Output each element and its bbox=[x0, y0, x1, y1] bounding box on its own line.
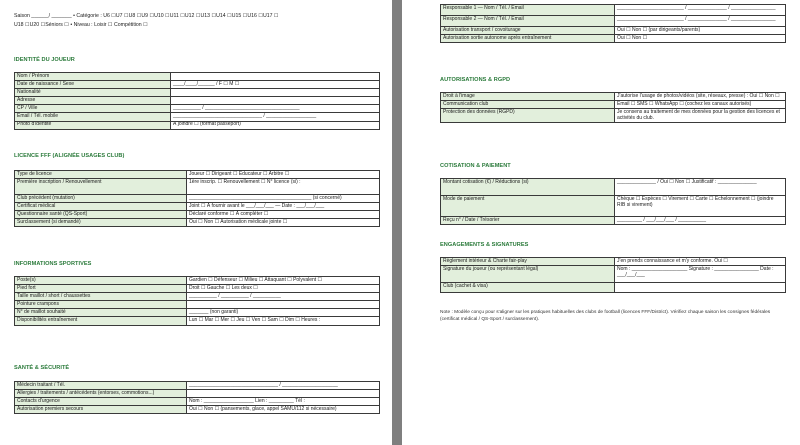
field-label: Médecin traitant / Tél. bbox=[15, 382, 187, 390]
payment-table bbox=[440, 178, 786, 225]
field-label: Poste(s) bbox=[15, 277, 187, 285]
field-label: Protection des données (RGPD) bbox=[441, 109, 615, 123]
field-label: Surclassement (si demandé) bbox=[15, 219, 187, 227]
table-row bbox=[441, 217, 786, 225]
field-value[interactable]: ____________________________________________ (si concerné) bbox=[187, 195, 380, 203]
table-row bbox=[441, 16, 786, 27]
table-row bbox=[15, 285, 380, 293]
table-row bbox=[15, 293, 380, 301]
field-label: Reçu n° / Date / Trésorier bbox=[441, 217, 615, 225]
table-row bbox=[15, 179, 380, 195]
field-label: Autorisation sortie autonome après entraînement bbox=[441, 35, 615, 43]
table-row bbox=[441, 35, 786, 43]
table-row bbox=[15, 97, 380, 105]
table-row bbox=[441, 101, 786, 109]
field-value[interactable]: À joindre ☐ (format passeport) bbox=[171, 121, 380, 129]
field-label: Disponibilités entraînement bbox=[15, 317, 187, 325]
field-label: Adresse bbox=[15, 97, 171, 105]
field-value[interactable] bbox=[171, 89, 380, 97]
field-label: Date de naissance / Sexe bbox=[15, 81, 171, 89]
field-label: Email / Tél. mobile bbox=[15, 113, 171, 121]
section-title-licence: LICENCE FFF (ALIGNÉE USAGES CLUB) bbox=[14, 153, 125, 159]
table-row bbox=[15, 121, 380, 129]
section-title-identite: IDENTITÉ DU JOUEUR bbox=[14, 57, 75, 63]
licence-table bbox=[14, 170, 380, 227]
table-row bbox=[15, 309, 380, 317]
field-label: Questionnaire santé (QS-Sport) bbox=[15, 211, 187, 219]
field-label: Pointure crampons bbox=[15, 301, 187, 309]
field-label: Responsable 2 — Nom / Tél. / Email bbox=[441, 16, 615, 27]
field-value[interactable]: Oui ☐ Non ☐ (pansements, glace, appel SAMU/112 si nécessaire) bbox=[187, 406, 380, 414]
field-label: Autorisation transport / covoiturage bbox=[441, 27, 615, 35]
table-row bbox=[15, 89, 380, 97]
field-value[interactable]: Chèque ☐ Espèces ☐ Virement ☐ Carte ☐ Échelonnement ☐ (joindre RIB si virement) bbox=[615, 196, 786, 217]
field-value[interactable]: Je consens au traitement de mes données pour la gestion des licences et activités du club. bbox=[615, 109, 786, 123]
section-title-sante: SANTÉ & SÉCURITÉ bbox=[14, 365, 70, 371]
table-row bbox=[441, 179, 786, 196]
table-row bbox=[441, 266, 786, 283]
field-label: Montant cotisation (€) / Réductions (si) bbox=[441, 179, 615, 196]
field-value[interactable] bbox=[187, 301, 380, 309]
field-label: Communication club bbox=[441, 101, 615, 109]
table-row bbox=[441, 109, 786, 123]
field-label: Règlement intérieur & Charte fair-play bbox=[441, 258, 615, 266]
field-value[interactable]: Email ☐ SMS ☐ WhatsApp ☐ (cochez les canaux autorisés) bbox=[615, 101, 786, 109]
field-label: Club (cachet & visa) bbox=[441, 283, 615, 293]
table-row bbox=[15, 171, 380, 179]
field-value[interactable]: Lun ☐ Mar ☐ Mer ☐ Jeu ☐ Ven ☐ Sam ☐ Dim ☐ Heures : bbox=[187, 317, 380, 325]
field-label: Signature du joueur (ou représentant légal) bbox=[441, 266, 615, 283]
identity-table bbox=[14, 72, 380, 130]
field-value[interactable]: ________________________ / ______________ / ________________ bbox=[615, 5, 786, 16]
field-label: Mode de paiement bbox=[441, 196, 615, 217]
section-title-sportives: INFORMATIONS SPORTIVES bbox=[14, 261, 92, 267]
field-value[interactable]: Droit ☐ Gauche ☐ Les deux ☐ bbox=[187, 285, 380, 293]
field-value[interactable]: ________________________________ / __________________ bbox=[171, 113, 380, 121]
table-row bbox=[15, 73, 380, 81]
table-row bbox=[441, 196, 786, 217]
field-value[interactable]: _______ (non garanti) bbox=[187, 309, 380, 317]
sports-info-table bbox=[14, 276, 380, 326]
table-row bbox=[15, 317, 380, 325]
field-value[interactable]: J'en prends connaissance et m'y conforme. Oui ☐ bbox=[615, 258, 786, 266]
field-value[interactable]: ________________________ / ______________ / ________________ bbox=[615, 16, 786, 27]
field-label: Certificat médical bbox=[15, 203, 187, 211]
field-value[interactable]: Nom : ____________________ Signature : ________________ Date : ___/___/___ bbox=[615, 266, 786, 283]
field-label: Contacts d'urgence bbox=[15, 398, 187, 406]
authorizations-table bbox=[440, 92, 786, 123]
season-category-line: Saison ______/ _______ • Catégorie : U6 ☐U7 ☐U8 ☐U9 ☐U10 ☐U11 ☐U12 ☐U13 ☐U14 ☐U15 ☐U16 ☐U17 ☐ bbox=[14, 13, 279, 19]
field-value[interactable] bbox=[187, 390, 380, 398]
table-row bbox=[441, 258, 786, 266]
field-value[interactable]: ________________________________ / ____________________ bbox=[187, 382, 380, 390]
field-value[interactable]: Oui ☐ Non ☐ bbox=[615, 35, 786, 43]
table-row bbox=[15, 219, 380, 227]
table-row bbox=[15, 203, 380, 211]
table-row bbox=[15, 105, 380, 113]
field-value[interactable]: __________ / __________ / __________ bbox=[187, 293, 380, 301]
field-label: Responsable 1 — Nom / Tél. / Email bbox=[441, 5, 615, 16]
table-row bbox=[15, 195, 380, 203]
table-row bbox=[15, 390, 380, 398]
table-row bbox=[15, 406, 380, 414]
field-value[interactable]: ____/____/______ / F ☐ M ☐ bbox=[171, 81, 380, 89]
footer-note: Note : Modèle conçu pour s'aligner sur les pratiques habituelles des clubs de football (licences FFF/District). Vérifiez chaque saison les consignes fédérales (certificat médical / QS-Sport / surclassement). bbox=[440, 310, 771, 322]
field-label: Droit à l'image bbox=[441, 93, 615, 101]
table-row bbox=[441, 5, 786, 16]
signatures-table bbox=[440, 257, 786, 293]
field-value[interactable]: Gardien ☐ Défenseur ☐ Milieu ☐ Attaquant ☐ Polyvalent ☐ bbox=[187, 277, 380, 285]
field-label: Nom / Prénom bbox=[15, 73, 171, 81]
field-value[interactable]: ______________ / Oui ☐ Non ☐ Justificatif : ______________ bbox=[615, 179, 786, 196]
section-title-autorisations: AUTORISATIONS & RGPD bbox=[440, 77, 511, 83]
field-value[interactable]: Déclaré conforme ☐ À compléter ☐ bbox=[187, 211, 380, 219]
table-row bbox=[15, 277, 380, 285]
field-value[interactable] bbox=[171, 73, 380, 81]
field-label: Nationalité bbox=[15, 89, 171, 97]
document-page-1 bbox=[0, 0, 392, 445]
category-level-line: U18 ☐U20 ☐Séniors ☐ • Niveau : Loisir ☐ Compétition ☐ bbox=[14, 22, 148, 28]
table-row bbox=[15, 398, 380, 406]
field-label: Première inscription / Renouvellement bbox=[15, 179, 187, 195]
table-row bbox=[441, 93, 786, 101]
field-label: Autorisation premiers secours bbox=[15, 406, 187, 414]
field-value[interactable]: Oui ☐ Non ☐ Autorisation médicale jointe ☐ bbox=[187, 219, 380, 227]
field-value[interactable]: Oui ☐ Non ☐ (par dirigeants/parents) bbox=[615, 27, 786, 35]
table-row bbox=[15, 113, 380, 121]
field-value[interactable]: _________ / ___/___/___ / __________ bbox=[615, 217, 786, 225]
table-row bbox=[15, 301, 380, 309]
field-value[interactable]: Joint ☐ À fournir avant le ___/___/___ — Date : ___/___/___ bbox=[187, 203, 380, 211]
table-row bbox=[15, 81, 380, 89]
table-row bbox=[441, 27, 786, 35]
field-label: Taille maillot / short / chaussettes bbox=[15, 293, 187, 301]
table-row bbox=[15, 382, 380, 390]
health-safety-table bbox=[14, 381, 380, 414]
field-value[interactable]: J'autorise l'usage de photos/vidéos (site, réseaux, presse) : Oui ☐ Non ☐ bbox=[615, 93, 786, 101]
field-value[interactable]: Joueur ☐ Dirigeant ☐ Éducateur ☐ Arbitre ☐ bbox=[187, 171, 380, 179]
field-label: CP / Ville bbox=[15, 105, 171, 113]
document-page-2 bbox=[402, 0, 800, 445]
table-row bbox=[15, 211, 380, 219]
field-label: Pied fort bbox=[15, 285, 187, 293]
field-value[interactable] bbox=[615, 283, 786, 293]
field-label: Type de licence bbox=[15, 171, 187, 179]
table-row bbox=[441, 283, 786, 293]
field-value[interactable]: Nom : __________________ Lien : _________ Tél : bbox=[187, 398, 380, 406]
section-title-cotisation: COTISATION & PAIEMENT bbox=[440, 163, 511, 169]
field-label: N° de maillot souhaité bbox=[15, 309, 187, 317]
guardian-table bbox=[440, 4, 786, 43]
field-value[interactable]: 1ère inscrip. ☐ Renouvellement ☐ N° licence (si) : bbox=[187, 179, 380, 195]
section-title-engagements: ENGAGEMENTS & SIGNATURES bbox=[440, 242, 529, 248]
field-value[interactable] bbox=[171, 97, 380, 105]
field-label: Allergies / traitements / antécédents (entorses, commotions...) bbox=[15, 390, 187, 398]
field-value[interactable]: __________ / __________________________________ bbox=[171, 105, 380, 113]
field-label: Club précédent (mutation) bbox=[15, 195, 187, 203]
field-label: Photo d'identité bbox=[15, 121, 171, 129]
